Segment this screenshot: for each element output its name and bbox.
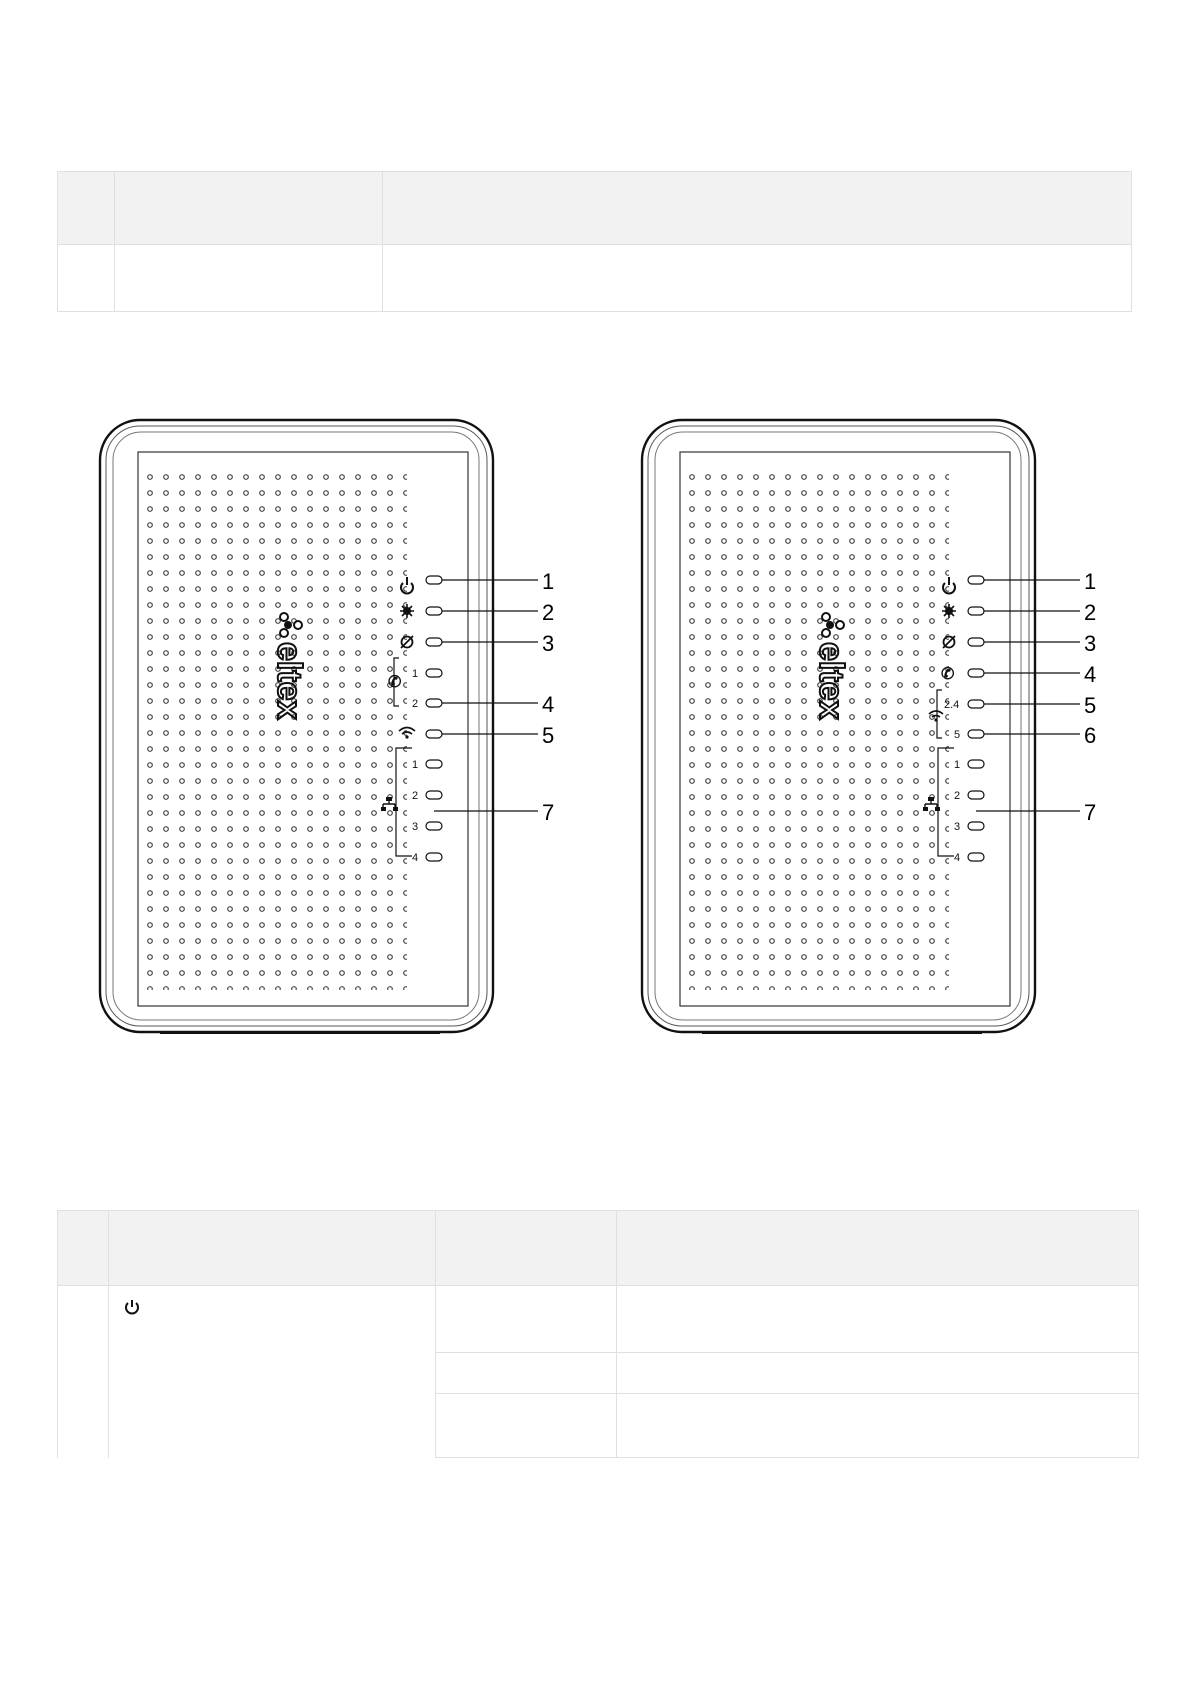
table-header-row: [58, 172, 1132, 245]
figure-a-device: [100, 420, 493, 1033]
lan-port-label: 4: [412, 852, 419, 864]
indicator-cell: [109, 1286, 436, 1458]
table-row: [58, 1286, 1139, 1353]
table-cell: [436, 1286, 617, 1353]
power-icon: [123, 1298, 141, 1316]
lan-port-label: 4: [954, 852, 961, 864]
wifi-band-label: 2.4: [944, 699, 960, 711]
speaker-grille: [687, 472, 923, 990]
phone-port-label: 1: [412, 668, 419, 680]
callout-7: 7: [1084, 800, 1097, 825]
table-cell: [617, 1286, 1139, 1353]
svg-text:eltex: eltex: [812, 642, 850, 720]
header-cell: [115, 172, 383, 245]
callout-7: 7: [542, 800, 555, 825]
wifi-band-label: 5: [954, 729, 961, 741]
phone-port-label: 2: [412, 698, 419, 710]
table-cell: [115, 245, 383, 312]
callout-1: 1: [1084, 569, 1097, 594]
table-cell: [436, 1353, 617, 1394]
table-cell: [617, 1353, 1139, 1394]
lan-port-label: 1: [412, 759, 419, 771]
svg-text:eltex: eltex: [270, 642, 308, 720]
callout-2: 2: [542, 600, 555, 625]
speaker-grille: [145, 472, 381, 990]
table-row: [58, 245, 1132, 312]
sun-icon: [942, 604, 956, 618]
phone-icon: ✆: [941, 666, 955, 683]
table-cell: [383, 245, 1132, 312]
lan-port-label: 3: [954, 821, 961, 833]
callout-5: 5: [1084, 693, 1097, 718]
figure-b-device: [642, 420, 1035, 1033]
callout-1: 1: [542, 569, 555, 594]
header-cell: [383, 172, 1132, 245]
table-cell: [58, 245, 115, 312]
lan-port-label: 1: [954, 759, 961, 771]
callout-5: 5: [542, 723, 555, 748]
callout-3: 3: [1084, 631, 1097, 656]
sun-icon: [400, 604, 414, 618]
table-cell: [617, 1394, 1139, 1458]
phone-icon: ✆: [388, 674, 402, 691]
callout-4: 4: [1084, 662, 1097, 687]
callout-3: 3: [542, 631, 555, 656]
header-cell: [436, 1211, 617, 1286]
table-cell: [58, 1286, 109, 1458]
indicator-table: [57, 1210, 1139, 1458]
lan-port-label: 2: [412, 790, 419, 802]
header-cell: [58, 1211, 109, 1286]
header-cell: [109, 1211, 436, 1286]
device-figures: [0, 410, 1191, 1050]
top-table: [57, 171, 1132, 312]
table-cell: [436, 1394, 617, 1458]
lan-port-label: 2: [954, 790, 961, 802]
callout-6: 6: [1084, 723, 1097, 748]
header-cell: [617, 1211, 1139, 1286]
header-cell: [58, 172, 115, 245]
lan-port-label: 3: [412, 821, 419, 833]
callout-4: 4: [542, 692, 555, 717]
callout-2: 2: [1084, 600, 1097, 625]
table-header-row: [58, 1211, 1139, 1286]
